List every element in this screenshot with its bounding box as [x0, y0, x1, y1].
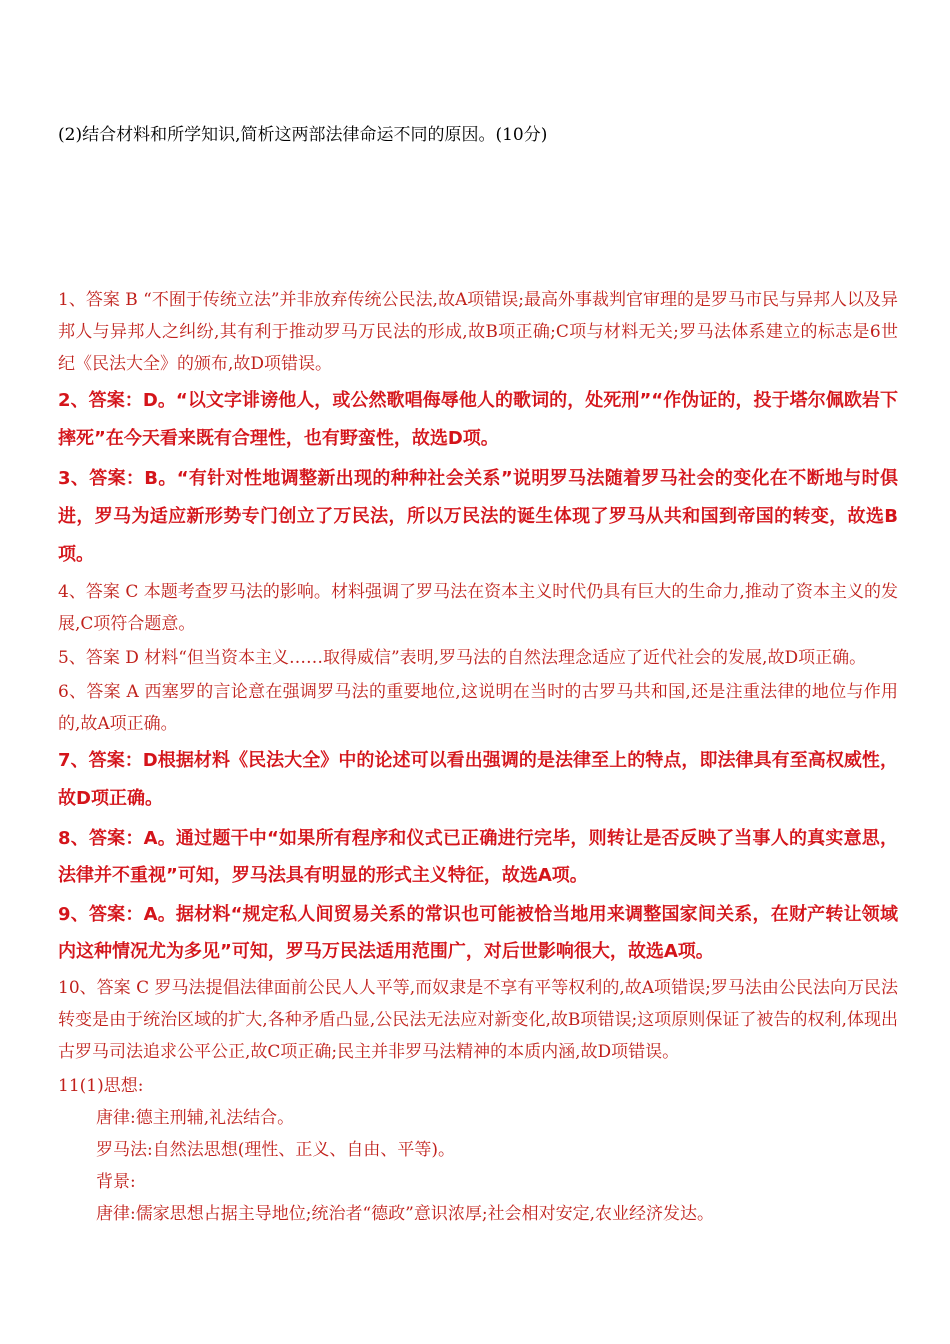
answer-5: 5、答案 D 材料“但当资本主义……取得威信”表明,罗马法的自然法理念适应了近代社会的发展,故D项正确。	[58, 648, 867, 668]
question-2: (2)结合材料和所学知识,简析这两部法律命运不同的原因。(10分)	[58, 125, 548, 145]
answer-10: 10、答案 C 罗马法提倡法律面前公民人人平等,而奴隶是不享有平等权利的,故A项错误;罗马法由公民法向万民法转变是由于统治区域的扩大,各种矛盾凸显,公民法无法应对新变化,故B项错误;这项原则保证了被告的权利,体现出古罗马司法追求公平公正,故C项正确;民主并非罗马法精神的本质内涵,故D项错误。	[58, 978, 898, 1062]
answer-3: 3、答案：B。“有针对性地调整新出现的种种社会关系”说明罗马法随着罗马社会的变化在不断地与时俱进，罗马为适应新形势专门创立了万民法，所以万民法的诞生体现了罗马从共和国到帝国的转变，故选B项。	[58, 468, 898, 565]
answer-11-tang-thought: 唐律:德主刑辅,礼法结合。	[96, 1108, 295, 1128]
answer-11-background-label: 背景:	[96, 1172, 136, 1192]
answer-11-roman-thought: 罗马法:自然法思想(理性、正义、自由、平等)。	[96, 1140, 455, 1160]
answer-6: 6、答案 A 西塞罗的言论意在强调罗马法的重要地位,这说明在当时的古罗马共和国,还是注重法律的地位与作用的,故A项正确。	[58, 682, 898, 734]
answer-list	[58, 284, 898, 1230]
answer-8: 8、答案：A。通过题干中“如果所有程序和仪式已正确进行完毕，则转让是否反映了当事人的真实意思，法律并不重视”可知，罗马法具有明显的形式主义特征，故选A项。	[58, 828, 898, 886]
answer-7: 7、答案：D根据材料《民法大全》中的论述可以看出强调的是法律至上的特点，即法律具有至高权威性，故D项正确。	[58, 750, 898, 809]
answer-2: 2、答案：D。“以文字诽谤他人，或公然歌唱侮辱他人的歌词的，处死刑”“作伪证的，投于塔尔佩欧岩下摔死”在今天看来既有合理性，也有野蛮性，故选D项。	[58, 390, 898, 449]
answer-1: 1、答案 B “不囿于传统立法”并非放弃传统公民法,故A项错误;最高外事裁判官审理的是罗马市民与异邦人以及异邦人与异邦人之纠纷,其有利于推动罗马万民法的形成,故B项正确;C项与材料无关;罗马法体系建立的标志是6世纪《民法大全》的颁布,故D项错误。	[58, 290, 898, 374]
answer-11-tang-background: 唐律:儒家思想占据主导地位;统治者“德政”意识浓厚;社会相对安定,农业经济发达。	[96, 1204, 714, 1224]
answer-11-heading: 11(1)思想:	[58, 1076, 144, 1096]
answer-9: 9、答案：A。据材料“规定私人间贸易关系的常识也可能被恰当地用来调整国家间关系，在财产转让领域内这种情况尤为多见”可知，罗马万民法适用范围广，对后世影响很大，故选A项。	[58, 904, 898, 962]
answer-4: 4、答案 C 本题考查罗马法的影响。材料强调了罗马法在资本主义时代仍具有巨大的生命力,推动了资本主义的发展,C项符合题意。	[58, 582, 898, 634]
